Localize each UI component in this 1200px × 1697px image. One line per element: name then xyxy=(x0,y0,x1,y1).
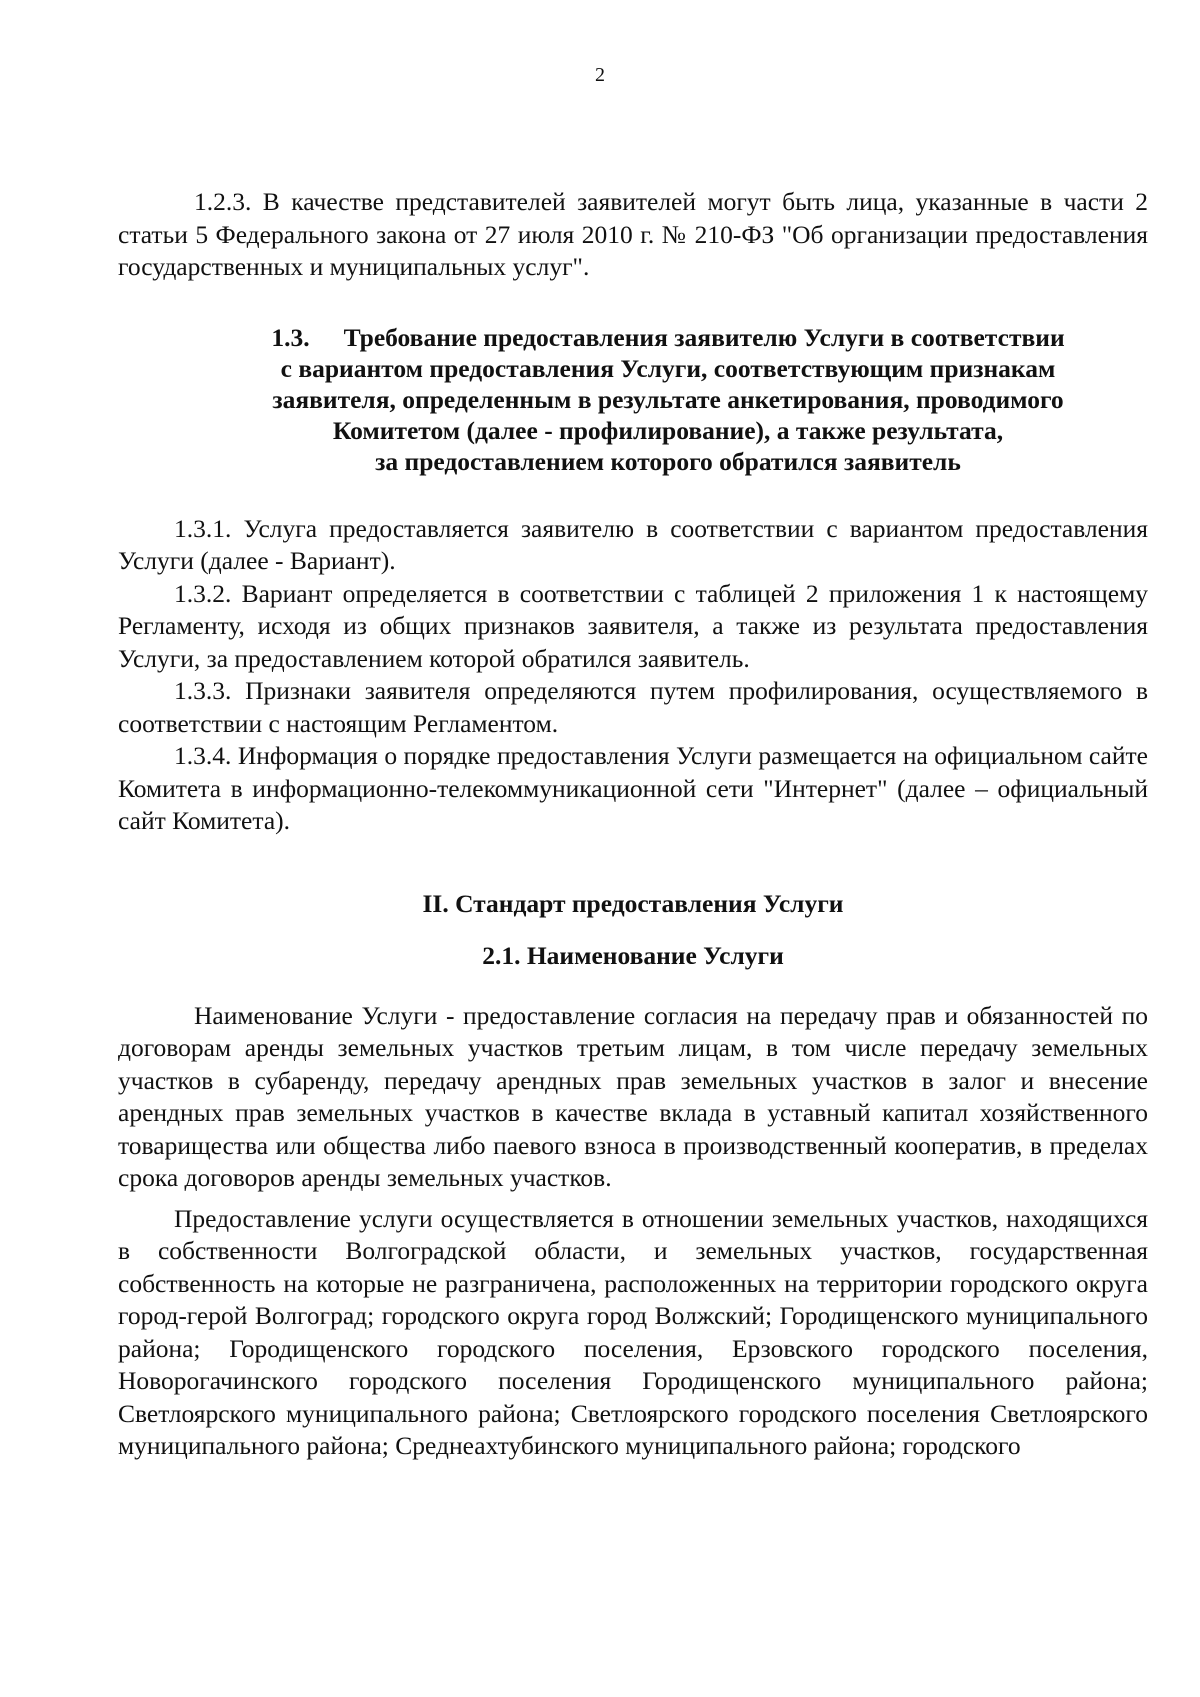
paragraph-1-3-4: 1.3.4. Информация о порядке предоставления Услуги размещается на официальном сайте Комитета в информационно-телекоммуникационной сети "Интернет" (далее – официальный сайт Комитета). xyxy=(118,741,1148,835)
heading-1-3-number: 1.3. xyxy=(271,322,310,352)
document-body xyxy=(118,186,1148,1463)
heading-1-3 xyxy=(118,322,1148,477)
heading-1-3-line-2: с вариантом предоставления Услуги, соответствующим признакам xyxy=(280,353,1056,383)
paragraph-1-3-2: 1.3.2. Вариант определяется в соответствии с таблицей 2 приложения 1 к настоящему Регламенту, исходя из общих признаков заявителя, а также из результата предоставления Услуги, за предоставлением которой обратился заявитель. xyxy=(118,578,1148,673)
heading-1-3-line-5: за предоставлением которого обратился заявитель xyxy=(375,446,961,476)
paragraph-service-scope: Предоставление услуги осуществляется в отношении земельных участков, находящихся в собственности Волгоградской области, и земельных участков, государственная собственность на которые не разграничена, расположенных на территории городского округа город-герой Волгоград; городского округа город Волжский; Городищенского муниципального района; Городищенского городского поселения, Ерзовского городского поселения, Новорогачинского городского поселения Городищенского муниципального района; Светлоярского муниципального района; Светлоярского городского поселения Светлоярского муниципального района; Среднеахтубинского муниципального района; городского xyxy=(118,1203,1148,1460)
section-2-title: II. Стандарт предоставления Услуги xyxy=(422,888,844,918)
paragraph-1-3-3: 1.3.3. Признаки заявителя определяются путем профилирования, осуществляемого в соответствии с настоящим Регламентом. xyxy=(118,676,1148,738)
heading-1-3-line-1: 1.3. Требование предоставления заявителю Услуги в соответствии xyxy=(271,322,1065,352)
page-number: 2 xyxy=(595,64,605,86)
paragraph-service-name: Наименование Услуги - предоставление согласия на передачу прав и обязанностей по договорам аренды земельных участков третьим лицам, в том числе передачу земельных участков в субаренду, передачу арендных прав земельных участков в залог и внесение арендных прав земельных участков в качестве вклада в уставный капитал хозяйственного товарищества или общества либо паевого взноса в производственный кооператив, в пределах срока договоров аренды земельных участков. xyxy=(118,1000,1148,1192)
subsection-2-1-title: 2.1. Наименование Услуги xyxy=(482,940,784,970)
heading-1-3-line-3: заявителя, определенным в результате анкетирования, проводимого xyxy=(272,384,1064,414)
paragraph-1-2-3: 1.2.3. В качестве представителей заявителей могут быть лица, указанные в части 2 статьи 5 Федерального закона от 27 июля 2010 г. № 210-ФЗ "Об организации предоставления государственных и муниципальных услуг". xyxy=(118,187,1148,281)
heading-1-3-line-4: Комитетом (далее - профилирование), а также результата, xyxy=(332,415,1004,445)
paragraph-1-3-1: 1.3.1. Услуга предоставляется заявителю в соответствии с вариантом предоставления Услуги (далее - Вариант). xyxy=(118,513,1148,575)
